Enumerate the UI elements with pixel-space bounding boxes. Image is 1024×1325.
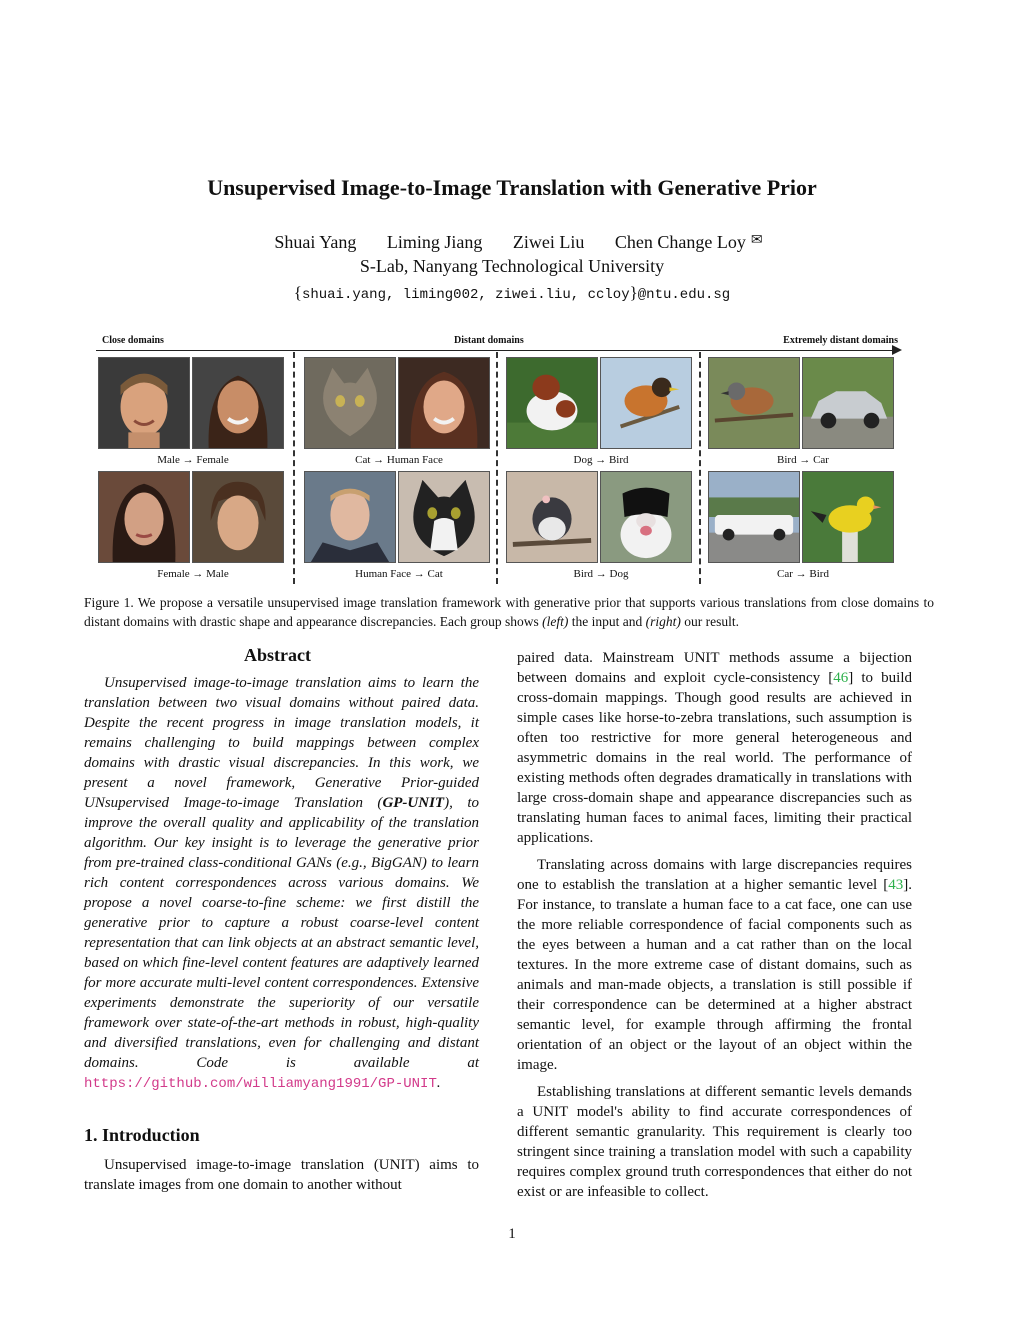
figure-caption <box>84 593 934 631</box>
paper-title: Unsupervised Image-to-Image Translation with Generative Prior <box>207 175 817 200</box>
paragraph-2 <box>517 855 912 1075</box>
image-female-input <box>98 471 190 563</box>
caption-bird-dog: Bird → Dog <box>573 568 629 580</box>
figure-caption-text: Figure 1. We propose a versatile unsupervised image translation framework with generative prior that supports various translations from close domains to distant domains with drastic shape and appearance discrepancies. Each group shows <box>84 595 934 629</box>
brace-open: { <box>293 283 302 302</box>
image-bird-result <box>600 357 692 449</box>
brace-close: } <box>629 283 638 302</box>
abstract-body <box>84 673 479 1094</box>
author-list <box>0 232 1024 253</box>
author-3: Ziwei Liu <box>512 232 585 252</box>
caption-bird-car: Bird → Car <box>777 454 829 466</box>
citation-46[interactable]: 46 <box>833 670 849 686</box>
image-bird-input <box>708 357 800 449</box>
envelope-icon: ✉ <box>750 233 763 248</box>
caption-dog-bird: Dog → Bird <box>573 454 629 466</box>
image-cat-input <box>304 357 396 449</box>
label-distant-domains: Distant domains <box>454 335 524 346</box>
label-close-domains: Close domains <box>102 335 164 346</box>
caption-male-female: Male → Female <box>157 454 229 466</box>
image-bird-input-2 <box>506 471 598 563</box>
caption-human-face-cat: Human Face → Cat <box>355 568 443 580</box>
image-dog-result <box>600 471 692 563</box>
domain-axis-line <box>96 350 896 351</box>
p2-text-b: ]. For instance, to translate a human face to a cat face, one can use the more reliable correspondence of facial components such as the eyes between a human and a cat rather than on the local textures. In the more extreme case of distant domains, such as animals and man-made objects, a translation is still possible if their correspondence can be determined at a higher abstract semantic level, for example through affirming the frontal orientation of an object or the layout of an object within the image. <box>517 877 912 1073</box>
image-male-result <box>192 471 284 563</box>
image-human-face-input <box>304 471 396 563</box>
domain-axis-arrowhead <box>892 345 902 355</box>
figure-caption-mid: the input and <box>571 614 643 629</box>
group-divider-1 <box>293 352 295 584</box>
author-4: Chen Change Loy <box>614 232 746 252</box>
author-1: Shuai Yang <box>274 232 357 252</box>
abstract-text-b: ), to improve the overall quality and applicability of the translation algorithm. Our key insight is to leverage the generative prior from pre-trained class-conditional GANs (e.g., BigGAN) to learn rich content correspondences across various domains. We propose a novel coarse-to-fine scheme: we first distill the generative prior to capture a robust coarse-level content representation that can link objects at an abstract semantic level, based on which fine-level content features are adaptively learned for more accurate multi-level content correspondences. Extensive experiments demonstrate the superiority of our versatile framework over state-of-the-art methods in robust, high-quality and diversified translations, even for challenging and distant domains. Code is available at <box>84 795 479 1071</box>
caption-female-male: Female → Male <box>157 568 229 580</box>
image-car-input <box>708 471 800 563</box>
caption-car-bird: Car → Bird <box>777 568 829 580</box>
group-divider-3 <box>699 352 701 584</box>
introduction-heading: 1. Introduction <box>84 1125 200 1145</box>
image-dog-input <box>506 357 598 449</box>
introduction-text: Unsupervised image-to-image translation (UNIT) aims to translate images from one domain to another without <box>84 1157 479 1193</box>
email-names: shuai.yang, liming002, ziwei.liu, ccloy <box>301 287 630 303</box>
abstract-period: . <box>436 1075 441 1091</box>
figure-caption-right: (right) <box>645 614 681 629</box>
citation-43[interactable]: 43 <box>888 877 904 893</box>
abstract-text-a: Unsupervised image-to-image translation aims to learn the translation between two visual domains without paired data. Despite the recent progress in image translation models, it remains challenging to build mappings between complex domains with drastic visual discrepancies. In this work, we present a novel framework, Generative Prior-guided UNsupervised Image-to-image Translation ( <box>84 675 479 811</box>
p1-text-a: paired data. Mainstream UNIT methods assume a bijection between domains and exploit cycle-consistency [ <box>517 650 912 686</box>
abstract-heading: Abstract <box>244 645 311 665</box>
email-domain: @ntu.edu.sg <box>637 287 731 303</box>
abstract-gp-unit: GP-UNIT <box>382 795 445 811</box>
group-divider-2 <box>496 352 498 584</box>
figure-caption-end: our result. <box>684 614 739 629</box>
image-cat-result <box>398 471 490 563</box>
caption-cat-human-face: Cat → Human Face <box>355 454 443 466</box>
paragraph-1 <box>517 648 912 848</box>
author-2: Liming Jiang <box>386 232 483 252</box>
figure-1 <box>96 330 902 586</box>
paragraph-3: Establishing translations at different semantic levels demands a UNIT model's ability to find accurate correspondences of different semantic granularity. This requirement is clearly too stringent since training a translation model with such a capability requires complex ground truth correspondences that either do not exist or are infeasible to collect. <box>517 1084 912 1200</box>
right-column <box>517 648 912 1202</box>
image-car-result <box>802 357 894 449</box>
image-female-result <box>192 357 284 449</box>
affiliation: S-Lab, Nanyang Technological University <box>359 256 665 276</box>
figure-caption-left: (left) <box>542 614 569 629</box>
image-bird-result-2 <box>802 471 894 563</box>
code-link[interactable]: https://github.com/williamyang1991/GP-UNIT <box>84 1076 437 1092</box>
email-line <box>0 283 1024 303</box>
p1-text-b: ] to build cross-domain mappings. Though good results are achieved in simple cases like horse-to-zebra translations, such assumption is often too restrictive for more general heterogeneous and asymmetric domains in the real world. The performance of existing methods often degrades dramatically in translations with large cross-domain shape and appearance discrepancies such as translating human faces to animal faces, limiting their practical applications. <box>517 670 912 846</box>
page-number: 1 <box>508 1226 516 1242</box>
label-extreme-domains: Extremely distant domains <box>783 335 898 346</box>
image-human-face-result <box>398 357 490 449</box>
image-male-input <box>98 357 190 449</box>
introduction-body <box>84 1155 479 1195</box>
p2-text-a: Translating across domains with large discrepancies requires one to establish the translation at a higher semantic level [ <box>517 857 912 893</box>
